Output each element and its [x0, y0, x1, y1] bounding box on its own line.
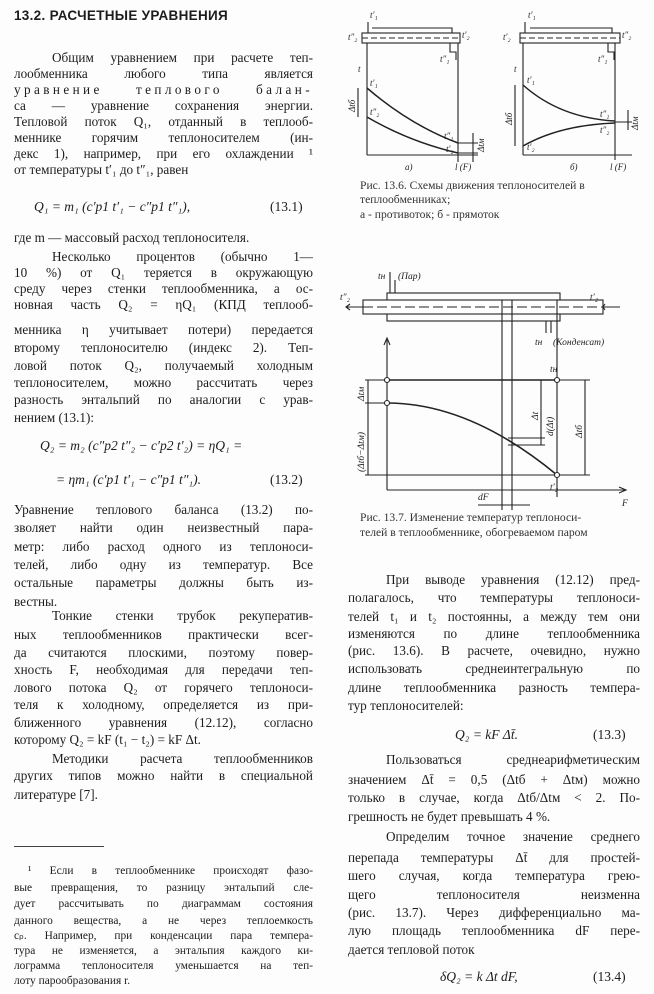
left-p5-line: ближенного уравнения (12.12), согласно	[14, 715, 313, 730]
fig136-caption-line: Рис. 13.6. Схемы движения теплоносителей в	[360, 179, 585, 192]
left-p3-line: разность энтальпий по аналогии с урав-	[14, 392, 313, 407]
right-p9-line: лую площадь теплообменника dF пере-	[348, 923, 640, 938]
left-p1-line: меннике горячим теплоносителем (ин-	[14, 130, 313, 145]
left-p4-line: зволяет найти один неизвестный пара-	[14, 520, 313, 535]
section-title: 13.2. РАСЧЕТНЫЕ УРАВНЕНИЯ	[14, 8, 229, 23]
label-t1pp: t″₁	[444, 131, 454, 141]
label-dtm: Δtм	[476, 138, 486, 152]
label-t2p: t′₂	[590, 293, 599, 303]
label-t1pp: t″₁	[600, 109, 610, 119]
left-p5-line: да считаются плоскими, поэтому повер-	[14, 645, 313, 660]
left-p1-line: са — уравнение сохранения энергии.	[14, 98, 313, 113]
label-ddt: d(Δt)	[546, 416, 556, 436]
equation-13-3: Q₂ = kF Δt̄.	[455, 727, 518, 742]
left-p5-line: хность F, необходимая для передачи теп-	[14, 662, 313, 677]
left-p3-line: второму теплоносителю (индекс 2). Теп-	[14, 340, 313, 355]
right-p9-line: Определим точное значение среднего	[386, 829, 640, 844]
label-t2pp: t″₂	[340, 293, 350, 303]
right-p7-line: использовать среднеинтегральную по	[348, 661, 640, 676]
left-footnote-line: ¹ Если в теплообменнике происходят фазо-	[28, 865, 313, 877]
label-condensate: (Конденсат)	[553, 338, 605, 348]
label-dtm: Δtм	[357, 386, 367, 401]
equation-13-2-line2: = ηm₁ (c′p1 t′₁ − c″p1 t″₁).	[56, 472, 201, 487]
left-p1-line: уравнение теплового балан-	[14, 82, 313, 97]
label-steam: (Пар)	[398, 272, 421, 282]
axis-x-label: l (F)	[455, 162, 472, 172]
label-tn: tн	[378, 272, 386, 282]
right-p8-line: только в случае, когда Δtб/Δtм < 2. По-	[348, 790, 640, 805]
label-t1p: t′₁	[370, 78, 378, 88]
label-t2pp: t″₂	[370, 107, 380, 117]
label-dtb: Δtб	[504, 112, 514, 125]
axis-t-label: t	[514, 64, 517, 74]
panel-b-label: б)	[570, 162, 578, 172]
left-p5-line: Тонкие стенки трубок рекуператив-	[52, 608, 313, 623]
equation-number: (13.3)	[593, 727, 626, 742]
label-t1p: t′₁	[528, 10, 536, 20]
right-p7-line: полагалось, что температуры теплоноси-	[348, 590, 640, 605]
left-p4-line: телей, либо одну из температур. Все	[14, 557, 313, 572]
left-p1-line: Тепловой поток Q₁, отданный в теплооб-	[14, 114, 313, 129]
left-p6-line: литературе [7].	[14, 787, 98, 802]
label-t2p: t′₂	[446, 144, 454, 154]
left-p4-line: метр: либо расход одного из теплоноси-	[14, 539, 313, 554]
equation-number: (13.4)	[593, 969, 626, 984]
right-p7-line: изменяются по длине теплообменника	[348, 626, 640, 641]
fig137-caption-line: телей в теплообменнике, обогреваемом паром	[360, 526, 588, 539]
label-dF: dF	[478, 493, 489, 503]
label-tn: tн	[535, 338, 543, 348]
footnote-divider	[14, 846, 104, 847]
left-footnote-line: данного вещества, а не через теплоемкость	[14, 915, 313, 927]
left-p1-line: от температуры t′₁ до t″₁, равен	[14, 162, 189, 177]
right-p9-line: шего случая, когда температура грею-	[348, 868, 640, 883]
label-t2p: t′₂	[462, 30, 470, 40]
right-p8-line: грешность не будет превышать 4 %.	[348, 809, 551, 824]
equation-number: (13.2)	[270, 472, 303, 487]
left-p3-line: новная часть Q₂ = ηQ₁ (КПД теплооб-	[14, 297, 313, 312]
right-p9-line: (рис. 13.7). Через дифференциально ма-	[348, 905, 640, 920]
equation-13-4: δQ₂ = k Δt dF,	[440, 969, 518, 984]
left-p4-line: Уравнение теплового баланса (13.2) по-	[14, 502, 313, 517]
label-dtm: Δtм	[630, 116, 640, 130]
label-dtb: Δtб	[347, 99, 357, 112]
left-p3-line: нением (13.1):	[14, 410, 95, 425]
panel-a-label: а)	[405, 162, 413, 172]
axis-t-label: t	[358, 64, 361, 74]
left-p5-line: теля к холодному, определяется из при-	[14, 697, 313, 712]
right-p7-line: (рис. 13.6). В расчете, очевидно, нужно	[348, 643, 640, 658]
label-t2pp: t″₂	[348, 32, 358, 42]
label-diff: (Δtб−Δtм)	[357, 431, 367, 472]
right-p9-line: перепада температуры Δt̄ для простей-	[348, 850, 640, 865]
right-p8-line: Пользоваться среднеарифметическим	[386, 752, 640, 767]
label-t1p: t′₁	[370, 10, 378, 20]
right-p7-line: длине теплообменника разность темпера-	[348, 680, 640, 695]
left-footnote-line: лоту парообразования r.	[14, 975, 131, 987]
left-p1-line: Общим уравнением при расчете теп-	[52, 50, 313, 65]
fig136-caption-line: теплообменниках;	[360, 193, 451, 206]
left-p3-line: среду через стенки теплообменника, а ос-	[14, 281, 313, 296]
fig137-caption-line: Рис. 13.7. Изменение температур теплоноси-	[360, 511, 582, 524]
label-t2p: t′₂	[527, 142, 535, 152]
right-p9-line: дается тепловой поток	[348, 942, 475, 957]
label-t2p: t′₂	[550, 483, 559, 493]
left-p5-line: лового потока Q₂ от горячего теплоноси-	[14, 680, 313, 695]
label-dt: Δt	[531, 411, 541, 420]
left-p3-line: теплоносителем, можно рассчитать через	[14, 375, 313, 390]
label-t1pp: t″₁	[598, 54, 608, 64]
left-footnote-line: лограмма теплоносителя уменьшается на теп-	[14, 960, 313, 972]
label-t2p: t′₂	[503, 32, 511, 42]
left-footnote-line: вые превращения, то разницу энтальпий сле-	[14, 882, 313, 894]
left-p5-line: которому Q₂ = kF (t₁ − t₂) = kF Δt.	[14, 732, 201, 747]
right-p7-line: телей t₁ и t₂ постоянны, а между тем они	[348, 609, 640, 624]
left-p1-line: декс 1), например, при его охлаждении ¹	[14, 146, 313, 161]
left-footnote-line: дует рассчитывать по диаграммам состояния	[14, 898, 313, 910]
right-p9-line: щего теплоносителя неизменна	[348, 887, 640, 902]
right-p8-line: значением Δt̄ = 0,5 (Δtб + Δtм) можно	[348, 772, 640, 787]
equation-number: (13.1)	[270, 199, 303, 214]
label-dtb: Δtб	[575, 425, 585, 438]
equation-13-2-line1: Q₂ = m₂ (c″p2 t″₂ − c′p2 t′₂) = ηQ₁ =	[40, 438, 243, 453]
fig136-caption-line: а - противоток; б - прямоток	[360, 208, 500, 221]
left-p3-line: 10 %) от Q₁ теряется в окружающую	[14, 265, 313, 280]
right-p7-line: тур теплоносителей:	[348, 698, 464, 713]
label-t2pp: t″₂	[622, 30, 632, 40]
right-p7-line: При выводе уравнения (12.12) пред-	[386, 572, 640, 587]
left-p2-line: где m — массовый расход теплоносителя.	[14, 230, 250, 245]
equation-13-1: Q₁ = m₁ (c′p1 t′₁ − c″p1 t″₁),	[34, 199, 191, 214]
left-p3-line: ловой поток Q₂, получаемый холодным	[14, 358, 313, 373]
label-t2pp: t″₂	[600, 125, 610, 135]
left-p6-line: других типов можно найти в специальной	[14, 768, 313, 783]
axis-x-label: l (F)	[610, 162, 627, 172]
label-tn: tн	[550, 365, 558, 375]
label-t1pp: t″₁	[440, 54, 450, 64]
left-p4-line: вестны.	[14, 594, 58, 609]
label-t1p: t′₁	[527, 75, 535, 85]
left-footnote-line: тура не изменяется, а энтальпия каждого ки-	[14, 945, 313, 957]
left-footnote-line: cₚ. Например, при конденсации пара темпера-	[14, 930, 313, 942]
label-F: F	[622, 499, 628, 509]
left-p5-line: ных теплообменников практически всег-	[14, 627, 313, 642]
left-p6-line: Методики расчета теплообменников	[52, 751, 313, 766]
left-p1-line: лообменника любого типа является	[14, 66, 313, 81]
left-p4-line: остальные параметры должны быть из-	[14, 575, 313, 590]
left-p3-line: менника η учитывает потери) передается	[14, 322, 313, 337]
left-p3-line: Несколько процентов (обычно 1—	[52, 249, 313, 264]
